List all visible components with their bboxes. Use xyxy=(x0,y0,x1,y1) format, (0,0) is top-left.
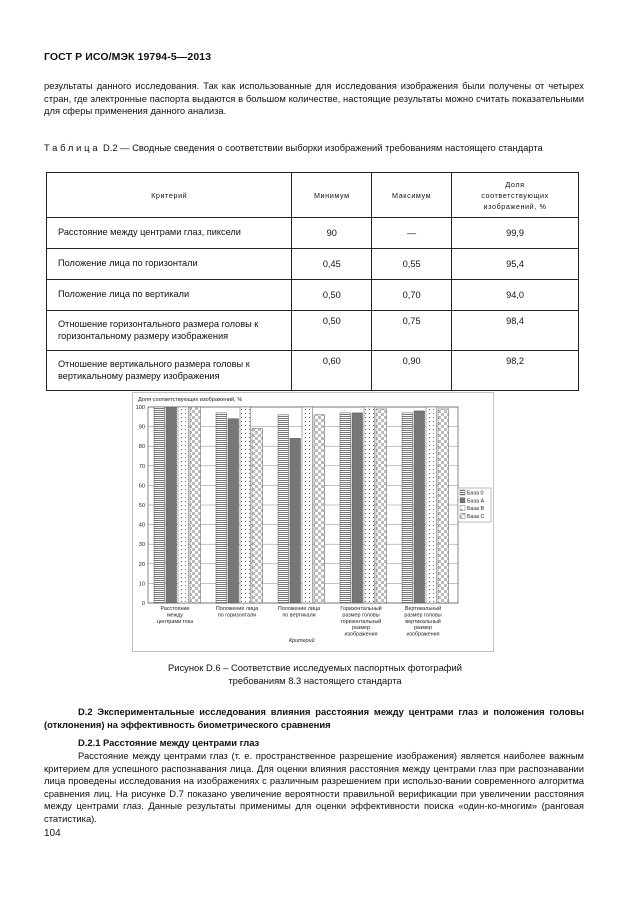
bar xyxy=(364,407,375,603)
bar xyxy=(216,413,227,603)
column-header-max: Максимум xyxy=(372,173,452,218)
x-tick-label: Положение лица xyxy=(215,606,259,612)
column-header-share: Доля соответствующих изображений, % xyxy=(452,173,579,218)
table-cell-share: 94,0 xyxy=(452,280,579,311)
bar xyxy=(154,407,165,603)
table-cell-share: 99,9 xyxy=(452,218,579,249)
y-axis-label: Доля соответствующих изображений, % xyxy=(138,397,243,403)
table-cell-max: 0,75 xyxy=(372,311,452,351)
y-tick-label: 20 xyxy=(138,561,145,568)
table-row xyxy=(47,311,579,351)
table-cell-max: 0,55 xyxy=(372,249,452,280)
table-cell-criterion: Положение лица по вертикали xyxy=(47,280,292,311)
compliance-chart xyxy=(132,392,494,652)
x-tick-label: Расстояние xyxy=(160,606,190,612)
table-cell-criterion: Отношение вертикального размера головы к вертикальному размеру изображения xyxy=(47,351,292,391)
y-tick-label: 60 xyxy=(138,483,145,490)
x-tick-label: размер xyxy=(413,625,433,632)
bar xyxy=(190,407,201,603)
table-caption-text: D.2 — Сводные сведения о соответствии выборки изображений требованиям настоящего стандарта xyxy=(100,142,543,153)
table-row xyxy=(47,218,579,249)
legend-label: База 0 xyxy=(467,490,484,497)
table-cell-share: 98,2 xyxy=(452,351,579,391)
table-cell-min: 90 xyxy=(292,218,372,249)
legend-swatch xyxy=(460,506,465,511)
legend-label: База B xyxy=(467,506,485,513)
legend-swatch xyxy=(460,490,465,495)
x-tick-label: между xyxy=(166,612,184,619)
table-cell-max: 0,70 xyxy=(372,280,452,311)
bar xyxy=(302,407,313,603)
figure-caption xyxy=(0,661,630,687)
y-tick-label: 30 xyxy=(138,542,145,549)
table-cell-criterion: Положение лица по горизонтали xyxy=(47,249,292,280)
y-tick-label: 10 xyxy=(138,581,145,588)
x-tick-label: размер xyxy=(351,625,371,632)
x-tick-label: изображения xyxy=(344,631,378,638)
table-cell-max: 0,90 xyxy=(372,351,452,391)
y-tick-label: 70 xyxy=(138,463,145,470)
subsection-heading: D.2.1 Расстояние между центрами глаз xyxy=(78,737,260,748)
bar xyxy=(352,413,363,603)
table-cell-criterion: Расстояние между центрами глаз, пиксели xyxy=(47,218,292,249)
bar xyxy=(438,409,449,603)
x-tick-label: по горизонтали xyxy=(217,612,257,619)
figure-caption-line: требованиям 8.3 настоящего стандарта xyxy=(228,675,402,686)
bar xyxy=(166,407,177,603)
x-tick-label: по вертикали xyxy=(282,612,316,619)
bar xyxy=(340,413,351,603)
table-cell-share: 95,4 xyxy=(452,249,579,280)
legend-label: База C xyxy=(467,514,485,520)
table-cell-min: 0,50 xyxy=(292,280,372,311)
table-row xyxy=(47,351,579,391)
bar xyxy=(252,429,263,603)
legend-swatch xyxy=(460,513,465,518)
x-axis-label: Критерий xyxy=(289,638,315,644)
x-tick-label: Положение лица xyxy=(277,606,321,612)
bar xyxy=(414,411,425,603)
table-cell-min: 0,60 xyxy=(292,351,372,391)
x-tick-label: Горизонтальный xyxy=(340,606,382,612)
x-tick-label: вертикальный xyxy=(405,618,441,625)
column-header-min: Минимум xyxy=(292,173,372,218)
table-row xyxy=(47,280,579,311)
bar xyxy=(228,419,239,603)
x-tick-label: изображения xyxy=(406,631,440,638)
y-tick-label: 90 xyxy=(138,424,145,431)
table-caption-prefix: Таблица xyxy=(44,142,101,153)
bar xyxy=(240,407,251,603)
y-tick-label: 40 xyxy=(138,522,145,529)
bar xyxy=(290,438,301,603)
bar xyxy=(426,407,437,603)
table-cell-min: 0,50 xyxy=(292,311,372,351)
y-tick-label: 0 xyxy=(141,601,145,607)
x-tick-label: размер головы xyxy=(404,612,442,619)
bar xyxy=(402,413,413,603)
chart-svg xyxy=(132,392,494,652)
y-tick-label: 50 xyxy=(138,503,145,509)
column-header-criterion: Критерий xyxy=(47,173,292,218)
x-tick-label: Вертикальный xyxy=(404,606,442,612)
legend-label: База A xyxy=(467,498,485,505)
bar xyxy=(376,409,387,603)
bar xyxy=(278,415,289,603)
table-cell-criterion: Отношение горизонтального размера головы к горизонтальному размеру изображения xyxy=(47,311,292,351)
x-tick-label: размер головы xyxy=(342,612,380,619)
figure-caption-line: Рисунок D.6 – Соответствие исследуемых паспортных фотографий xyxy=(167,662,462,673)
page-number: 104 xyxy=(44,828,61,839)
table-caption xyxy=(44,142,584,154)
section-body: Расстояние между центрами глаз (т. е. пространственное разрешение изображения) является наиболее важным критерием для успешного распознавания лица. Для оценки влияния расстояния между центрами глаз при распознавании лица проведены исследования на изображениях с различным разрешением при использо-вании современного алгоритма сравнения лиц. На рисунке D.7 показано увеличение вероятности правильной верификации при увеличении расстояния между центрами глаз. Данные результаты применимы для оценки эффективности поиска «один-ко-многим» (ранговая статистика). xyxy=(44,750,584,824)
table-cell-min: 0,45 xyxy=(292,249,372,280)
x-tick-label: горизонтальный xyxy=(340,618,382,625)
document-header: ГОСТ Р ИСО/МЭК 19794-5—2013 xyxy=(44,51,212,63)
section-heading: D.2 Экспериментальные исследования влияния расстояния между центрами глаз и положения головы (отклонения) на эффективность биометрического сравнения xyxy=(44,706,584,730)
table-header-row xyxy=(47,173,579,218)
bar xyxy=(314,415,325,603)
bar xyxy=(178,407,189,603)
y-tick-label: 80 xyxy=(138,444,145,451)
table-cell-share: 98,4 xyxy=(452,311,579,351)
y-tick-label: 100 xyxy=(135,405,145,411)
legend-swatch xyxy=(460,498,465,503)
x-tick-label: центрами глаз xyxy=(156,618,194,625)
intro-paragraph: результаты данного исследования. Так как использованные для исследования изображения были получены от четырех стран, где электронные паспорта выдаются в большом количестве, настоящие результаты можно считать показательными для сферы применения данного анализа. xyxy=(44,80,584,117)
table-cell-max: — xyxy=(372,218,452,249)
summary-table xyxy=(46,172,579,391)
table-row xyxy=(47,249,579,280)
